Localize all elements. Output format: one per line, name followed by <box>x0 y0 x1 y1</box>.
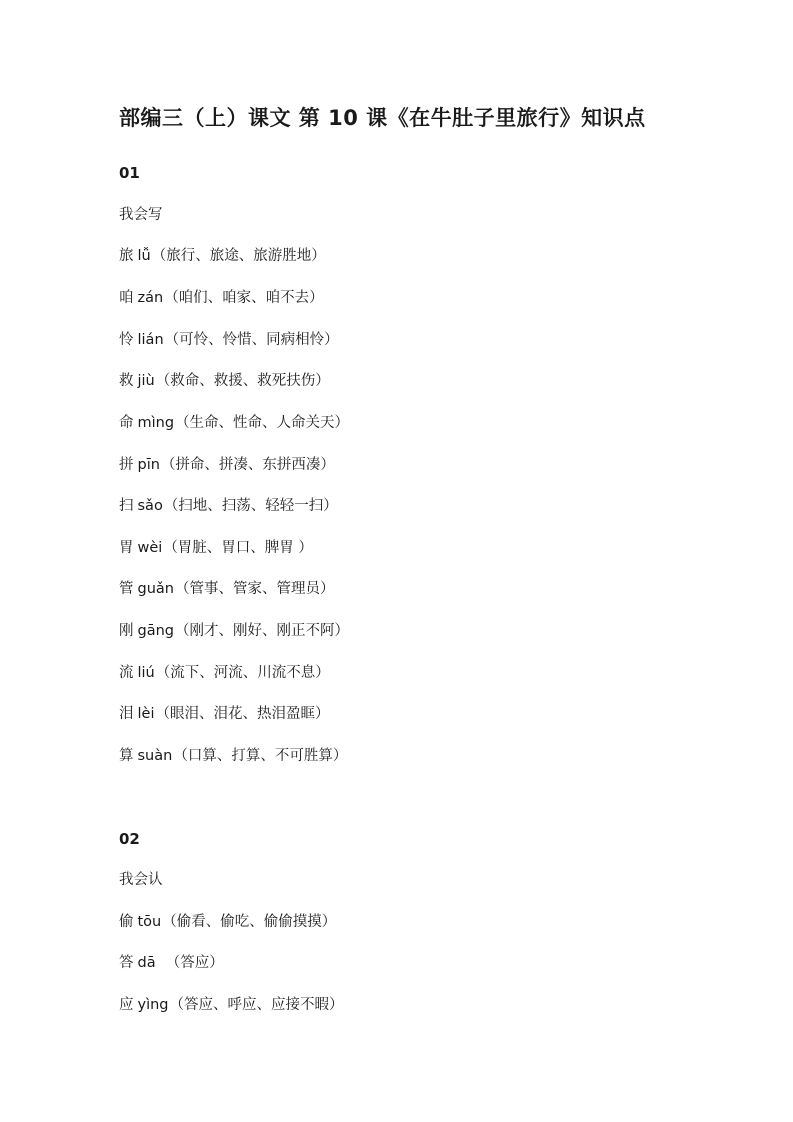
vocab-item <box>119 663 330 683</box>
vocab-char: 算 <box>119 748 134 764</box>
vocab-char: 胃 <box>119 540 134 556</box>
vocab-pinyin: jiù <box>137 373 155 389</box>
vocab-pinyin: sǎo <box>137 498 163 514</box>
vocab-pinyin: lián <box>137 332 164 348</box>
section-heading: 我会认 <box>119 872 163 888</box>
vocab-item <box>119 538 313 558</box>
vocab-words: （旅行、旅途、旅游胜地） <box>151 248 326 264</box>
section-heading: 我会写 <box>119 207 163 223</box>
vocab-char: 旅 <box>119 248 134 264</box>
vocab-item <box>119 246 326 266</box>
vocab-char: 泪 <box>119 706 134 722</box>
vocab-words: （管事、管家、管理员） <box>174 581 335 597</box>
section-number: 01 <box>119 164 140 182</box>
page-title: 部编三（上）课文 第 10 课《在牛肚子里旅行》知识点 <box>119 106 646 130</box>
vocab-item <box>119 579 334 599</box>
vocab-words: （眼泪、泪花、热泪盈眶） <box>155 706 330 722</box>
vocab-item <box>119 621 349 641</box>
vocab-words: （咱们、咱家、咱不去） <box>164 290 324 306</box>
vocab-pinyin: dā <box>137 955 156 971</box>
vocab-char: 答 <box>119 955 134 971</box>
section-number: 02 <box>119 830 140 848</box>
vocab-pinyin: guǎn <box>137 581 174 597</box>
vocab-pinyin: lèi <box>137 706 155 722</box>
vocab-pinyin: gāng <box>137 623 174 639</box>
vocab-item <box>119 455 335 475</box>
vocab-item <box>119 912 336 932</box>
vocab-char: 咱 <box>119 290 134 306</box>
vocab-words: （流下、河流、川流不息） <box>155 665 330 681</box>
vocab-words: （生命、性命、人命关天） <box>175 415 350 431</box>
vocab-char: 应 <box>119 997 134 1013</box>
vocab-pinyin: pīn <box>137 457 160 473</box>
vocab-words: （刚才、刚好、刚正不阿） <box>174 623 349 639</box>
vocab-pinyin: zán <box>137 290 164 306</box>
vocab-item <box>119 413 349 433</box>
vocab-char: 扫 <box>119 498 134 514</box>
vocab-words: （答应） <box>156 955 224 971</box>
vocab-pinyin: tōu <box>137 914 162 930</box>
vocab-words: （扫地、扫荡、轻轻一扫） <box>163 498 338 514</box>
vocab-item <box>119 288 324 308</box>
vocab-words: （拼命、拼凑、东拼西凑） <box>160 457 335 473</box>
vocab-char: 流 <box>119 665 134 681</box>
vocab-item <box>119 995 344 1015</box>
vocab-pinyin: yìng <box>137 997 169 1013</box>
vocab-item <box>119 371 330 391</box>
vocab-char: 怜 <box>119 332 134 348</box>
vocab-item <box>119 496 338 516</box>
vocab-words: （口算、打算、不可胜算） <box>173 748 348 764</box>
vocab-pinyin: mìng <box>137 415 175 431</box>
vocab-words: （救命、救援、救死扶伤） <box>155 373 330 389</box>
vocab-char: 拼 <box>119 457 134 473</box>
vocab-char: 偷 <box>119 914 134 930</box>
vocab-pinyin: liú <box>137 665 155 681</box>
vocab-item <box>119 330 339 350</box>
vocab-words: （偷看、偷吃、偷偷摸摸） <box>162 914 337 930</box>
vocab-pinyin: suàn <box>137 748 173 764</box>
vocab-words: （胃脏、胃口、脾胃 ） <box>163 540 313 556</box>
vocab-words: （可怜、怜惜、同病相怜） <box>164 332 339 348</box>
vocab-pinyin: wèi <box>137 540 163 556</box>
vocab-item <box>119 746 347 766</box>
vocab-words: （答应、呼应、应接不暇） <box>169 997 344 1013</box>
vocab-char: 刚 <box>119 623 134 639</box>
vocab-char: 命 <box>119 415 134 431</box>
vocab-item <box>119 704 329 724</box>
vocab-char: 管 <box>119 581 134 597</box>
vocab-pinyin: lǚ <box>137 248 151 264</box>
vocab-char: 救 <box>119 373 134 389</box>
vocab-item <box>119 953 224 973</box>
